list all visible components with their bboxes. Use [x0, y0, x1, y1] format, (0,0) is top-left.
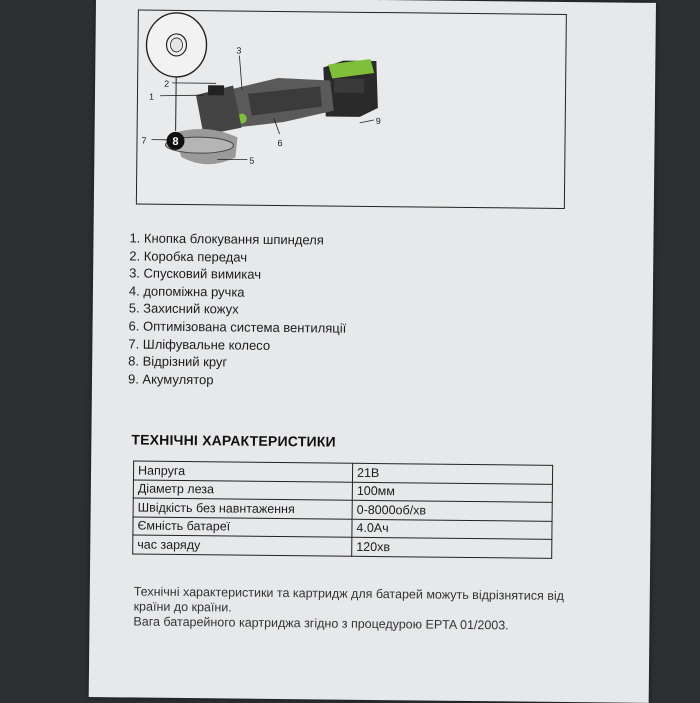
- part-item: 1. Кнопка блокування шпинделя: [129, 229, 347, 249]
- specs-title: ТЕХНІЧНІ ХАРАКТЕРИСТИКИ: [131, 431, 336, 449]
- spec-notes: [133, 584, 593, 634]
- part-item: 5. Захисний кожух: [129, 300, 347, 320]
- spec-label: Ємність батареї: [133, 516, 352, 537]
- callout-3: 3: [236, 46, 241, 56]
- callout-5: 5: [249, 156, 254, 166]
- part-item: 6. Оптимізована система вентиляції: [128, 317, 346, 337]
- part-item: 9. Акумулятор: [128, 370, 346, 390]
- spec-label: час заряду: [133, 535, 352, 556]
- note-text: Вага батарейного картриджа згідно з процедурою EPTA 01/2003.: [133, 614, 593, 634]
- table-row: [133, 535, 552, 558]
- spec-label: Діаметр леза: [133, 479, 352, 500]
- spec-value: 21В: [352, 463, 552, 484]
- part-item: 7. Шліфувальне колесо: [128, 335, 346, 355]
- part-item: 3. Спусковий вимикач: [129, 265, 347, 285]
- callout-1: 1: [149, 92, 154, 102]
- callout-6: 6: [277, 138, 282, 148]
- part-item: 2. Коробка передач: [129, 247, 347, 267]
- callout-7: 7: [141, 136, 146, 146]
- note-text: Технічні характеристики та картридж для батарей можуть відрізнятися від країни до країни.: [134, 584, 594, 619]
- spec-label: Швідкість без навнтаження: [133, 498, 352, 519]
- spec-label: Напруга: [133, 461, 352, 482]
- callout-9: 9: [376, 116, 381, 126]
- part-item: 8. Відрізний круг: [128, 353, 346, 373]
- spec-value: 100мм: [352, 482, 552, 503]
- spec-value: 0-8000об/хв: [352, 500, 552, 521]
- cutting-disc-illustration: [137, 11, 219, 162]
- angle-grinder-diagram: [136, 10, 567, 209]
- part-item: 4. допоміжна ручка: [129, 282, 347, 302]
- specs-table: [132, 460, 553, 558]
- spec-value: 4.0Ач: [352, 519, 552, 540]
- callout-2: 2: [164, 79, 169, 89]
- manual-page: [89, 0, 656, 703]
- spec-value: 120хв: [352, 537, 552, 558]
- callout-8: 8: [172, 136, 178, 148]
- parts-list: [128, 229, 347, 390]
- motor-housing: [230, 77, 335, 128]
